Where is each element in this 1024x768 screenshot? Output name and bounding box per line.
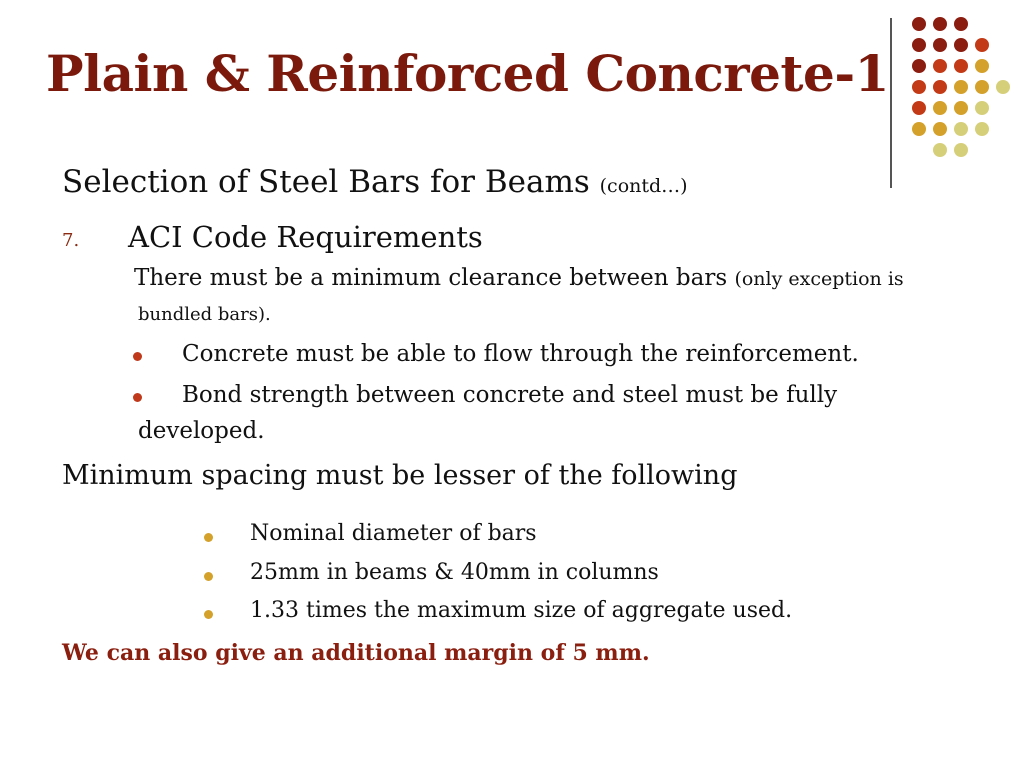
- decorative-dot: [975, 80, 989, 94]
- bullet-item-flow: Concrete must be able to flow through the reinforcement.: [182, 341, 859, 367]
- clearance-main: There must be a minimum clearance between bars: [134, 265, 728, 291]
- decorative-dot: [975, 122, 989, 136]
- decorative-dot: [933, 143, 947, 157]
- decorative-dot: [954, 143, 968, 157]
- decorative-dot: [954, 101, 968, 115]
- decorative-dot: [975, 59, 989, 73]
- clearance-note-continued: bundled bars).: [138, 304, 271, 325]
- decorative-dot: [975, 38, 989, 52]
- decorative-dot: [912, 17, 926, 31]
- sub-bullet-item: Nominal diameter of bars: [250, 521, 537, 546]
- sub-bullet-dot-icon: [204, 610, 213, 619]
- item-title: ACI Code Requirements: [128, 220, 483, 254]
- section-heading-note: (contd…): [599, 175, 688, 197]
- decorative-dot: [933, 38, 947, 52]
- decorative-dot: [975, 101, 989, 115]
- decorative-dot: [933, 101, 947, 115]
- sub-bullet-dot-icon: [204, 533, 213, 542]
- section-heading: [62, 164, 688, 200]
- item-number: 7.: [62, 230, 80, 251]
- decorative-dot: [954, 17, 968, 31]
- decorative-dot: [933, 59, 947, 73]
- bullet-item-bond-cont: developed.: [138, 418, 265, 444]
- decorative-dot: [912, 80, 926, 94]
- emphasis-note: We can also give an additional margin of 5 mm.: [62, 640, 650, 666]
- decorative-dot: [912, 101, 926, 115]
- slide-title: Plain & Reinforced Concrete-1: [46, 44, 889, 103]
- bullet-item-bond: Bond strength between concrete and steel must be fully: [182, 382, 838, 408]
- decorative-dot: [954, 59, 968, 73]
- decorative-dot: [933, 122, 947, 136]
- decorative-dot: [954, 38, 968, 52]
- decorative-dot: [996, 80, 1010, 94]
- spacing-heading: Minimum spacing must be lesser of the following: [62, 460, 738, 491]
- bullet-dot-icon: [133, 352, 142, 361]
- sub-bullet-item: 25mm in beams & 40mm in columns: [250, 560, 659, 585]
- clearance-text: [134, 265, 904, 291]
- decorative-dot: [933, 17, 947, 31]
- bullet-dot-icon: [133, 393, 142, 402]
- section-heading-text: Selection of Steel Bars for Beams: [62, 164, 590, 200]
- decorative-dot: [954, 80, 968, 94]
- decorative-dot: [912, 59, 926, 73]
- clearance-note: (only exception is: [734, 268, 904, 290]
- divider-line: [890, 18, 892, 188]
- sub-bullet-dot-icon: [204, 572, 213, 581]
- decorative-dot: [933, 80, 947, 94]
- sub-bullet-item: 1.33 times the maximum size of aggregate used.: [250, 598, 793, 623]
- decorative-dot: [954, 122, 968, 136]
- decorative-dot: [912, 38, 926, 52]
- decorative-dot: [912, 122, 926, 136]
